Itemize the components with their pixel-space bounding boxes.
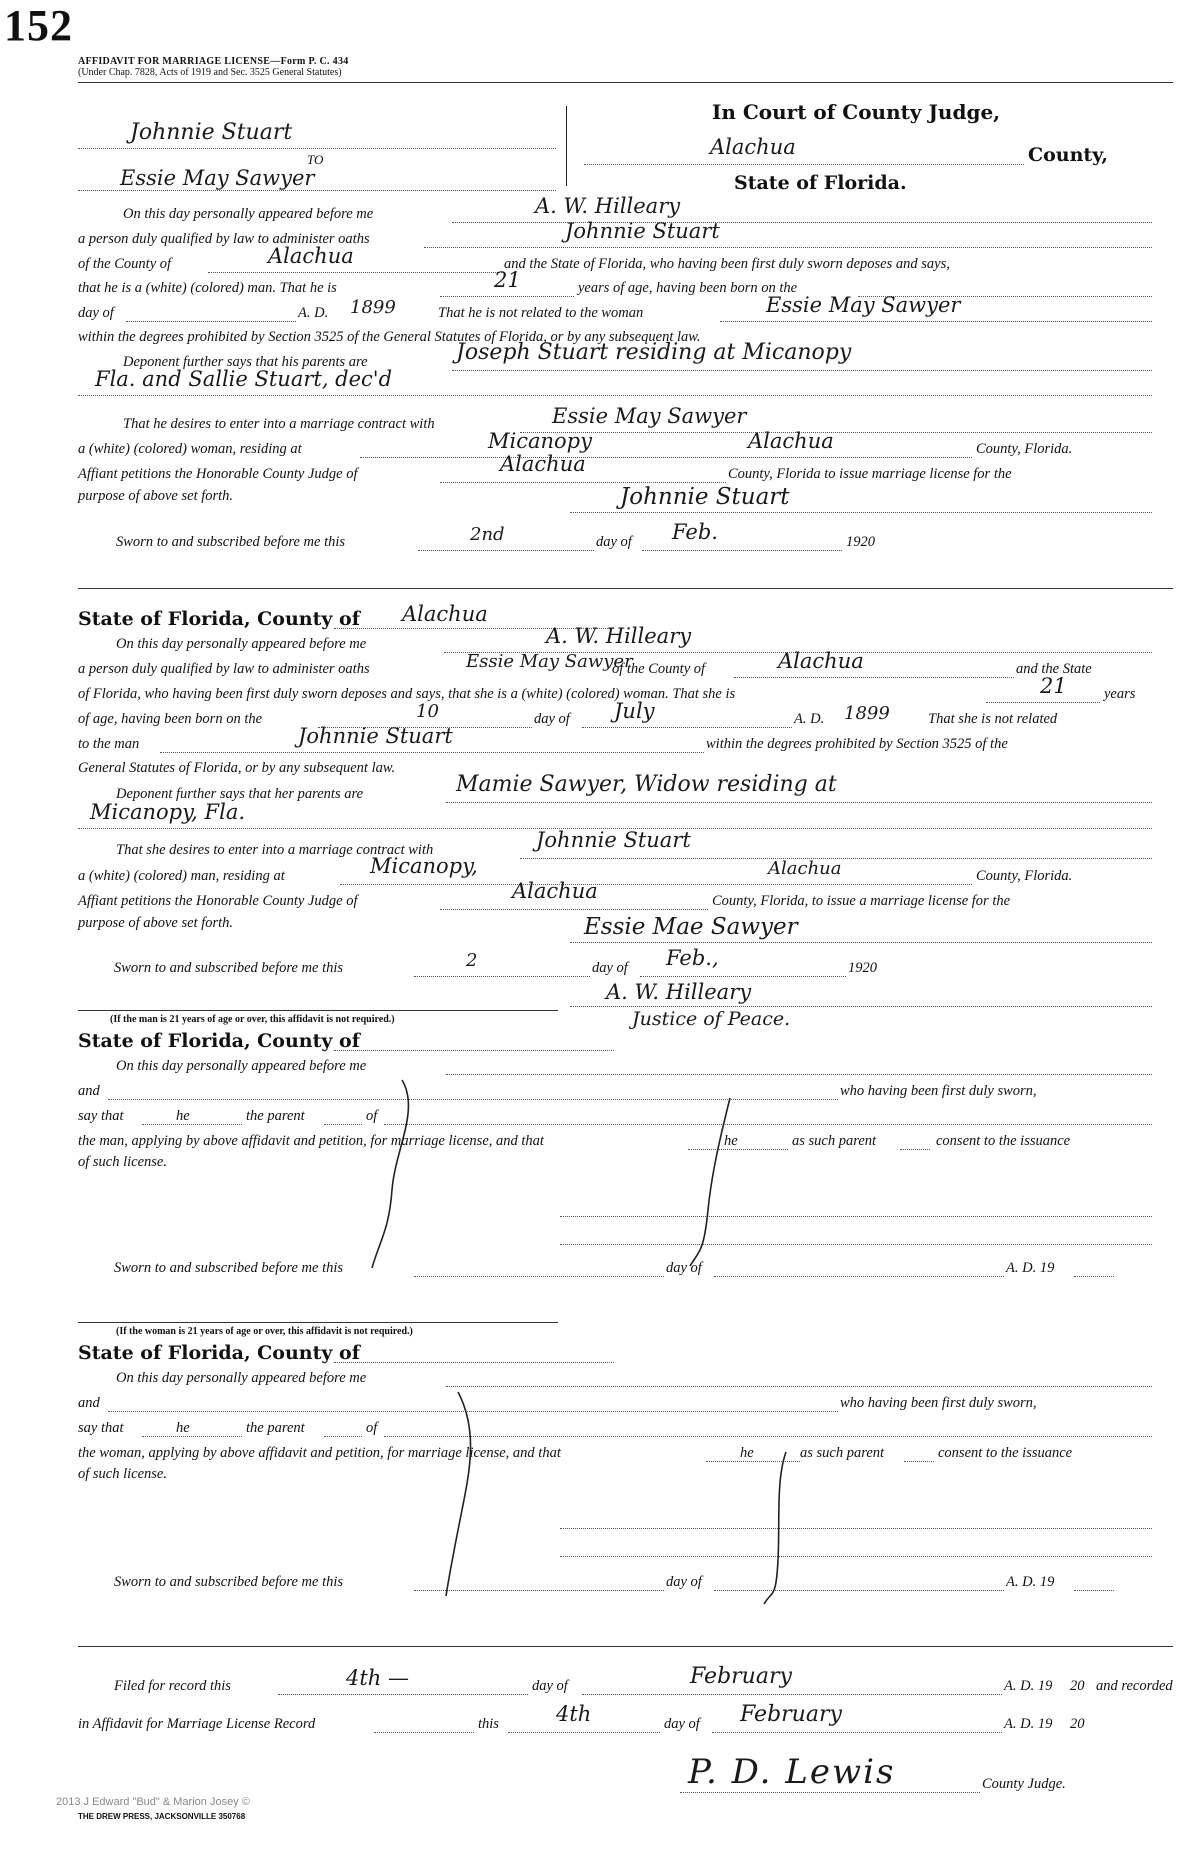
court-heading: In Court of County Judge, xyxy=(712,100,1001,124)
parent-man-l2b: who having been first duly sworn, xyxy=(840,1083,1037,1099)
parent-woman-l1: On this day personally appeared before me xyxy=(116,1370,367,1386)
woman-contract-with: Johnnie Stuart xyxy=(536,828,691,852)
woman-l10b: County, Florida, to issue a marriage license for the xyxy=(712,893,1011,909)
man-l10a: Affiant petitions the Honorable County Judge of xyxy=(78,466,358,482)
man-judge-county: Alachua xyxy=(500,452,586,476)
header-county-name: Alachua xyxy=(710,135,796,159)
judge-signature: P. D. Lewis xyxy=(688,1752,896,1792)
parent-woman-l5: of such license. xyxy=(78,1466,167,1482)
woman-res-county: Alachua xyxy=(768,858,842,879)
man-signature: Johnnie Stuart xyxy=(620,484,790,510)
parent-man-day-of: day of xyxy=(666,1260,702,1276)
woman-l5b: within the degrees prohibited by Section 3525 of the xyxy=(706,736,1008,752)
parent-man-l3b: the parent xyxy=(246,1108,305,1124)
man-county: Alachua xyxy=(268,244,354,268)
man-contract-with: Essie May Sawyer xyxy=(552,404,747,428)
parent-woman-l2b: who having been first duly sworn, xyxy=(840,1395,1037,1411)
parent-man-l4a: the man, applying by above affidavit and petition, for marriage license, and that xyxy=(78,1133,544,1149)
form-subtitle: (Under Chap. 7828, Acts of 1919 and Sec. 3525 General Statutes) xyxy=(78,67,342,78)
man-l5a: day of xyxy=(78,305,114,321)
filing-l1d: and recorded xyxy=(1096,1678,1173,1694)
man-l5c: That he is not related to the woman xyxy=(438,305,644,321)
filing-year: 20 xyxy=(1070,1678,1085,1694)
woman-signature: Essie Mae Sawyer xyxy=(584,914,798,940)
woman-l4d: That she is not related xyxy=(928,711,1058,727)
parent-man-l5: of such license. xyxy=(78,1154,167,1170)
parent-man-sworn: Sworn to and subscribed before me this xyxy=(114,1260,344,1276)
parent-woman-l4a: the woman, applying by above affidavit and petition, for marriage license, and that xyxy=(78,1445,561,1461)
woman-l2: a person duly qualified by law to administer oaths xyxy=(78,661,370,677)
parent-man-l3c: of xyxy=(366,1108,378,1124)
copyright-text: 2013 J Edward "Bud" & Marion Josey © xyxy=(56,1796,250,1808)
filing-l2d: A. D. 19 xyxy=(1004,1716,1053,1732)
man-residing: Micanopy xyxy=(488,429,592,453)
woman-l4c: A. D. xyxy=(794,711,825,727)
man-l4a: that he is a (white) (colored) man. That he is xyxy=(78,280,337,296)
woman-county: Alachua xyxy=(402,602,488,626)
woman-birth-year: 1899 xyxy=(844,703,890,724)
woman-l9a: a (white) (colored) man, residing at xyxy=(78,868,285,884)
parent-woman-day-of: day of xyxy=(666,1574,702,1590)
man-parents-2: Fla. and Sallie Stuart, dec'd xyxy=(95,367,393,391)
woman-man: Johnnie Stuart xyxy=(298,724,453,748)
man-l4b: years of age, having been born on the xyxy=(578,280,798,296)
header-county-label: County, xyxy=(1028,144,1109,166)
woman-judge-county: Alachua xyxy=(512,879,598,903)
filing-l2b: this xyxy=(478,1716,499,1732)
header-to: TO xyxy=(307,152,324,167)
man-l6: within the degrees prohibited by Section 3525 of the General Statutes of Florida, or by any subsequent law. xyxy=(78,329,701,345)
parent-man-l1: On this day personally appeared before me xyxy=(116,1058,367,1074)
man-woman: Essie May Sawyer xyxy=(766,293,961,317)
man-res-county: Alachua xyxy=(748,429,834,453)
man-day-of: day of xyxy=(596,534,632,550)
parent-woman-note: (If the woman is 21 years of age or over, this affidavit is not required.) xyxy=(116,1326,413,1337)
woman-l2b: of the County of xyxy=(612,661,706,677)
strike-curve-3 xyxy=(446,1392,471,1596)
filing-l2a: in Affidavit for Marriage License Record xyxy=(78,1716,316,1732)
filing-rec-month: February xyxy=(740,1702,842,1727)
man-l8: That he desires to enter into a marriage contract with xyxy=(123,416,435,432)
press-imprint: THE DREW PRESS, JACKSONVILLE 350768 xyxy=(78,1812,246,1821)
man-sworn-day: 2nd xyxy=(470,524,505,545)
filing-month: February xyxy=(690,1664,792,1689)
woman-birth-month: July xyxy=(614,699,655,723)
woman-l2c: and the State xyxy=(1016,661,1092,677)
woman-birth-day: 10 xyxy=(416,701,439,722)
parent-woman-l3b: the parent xyxy=(246,1420,305,1436)
woman-sworn: Sworn to and subscribed before me this xyxy=(114,960,344,976)
strike-curve-4 xyxy=(764,1452,786,1604)
woman-official: A. W. Hilleary xyxy=(546,624,692,648)
parent-man-l3a: say that xyxy=(78,1108,124,1124)
parent-man-ad: A. D. 19 xyxy=(1006,1260,1055,1276)
parent-woman-heading: State of Florida, County of xyxy=(78,1342,360,1364)
parent-woman-sworn: Sworn to and subscribed before me this xyxy=(114,1574,344,1590)
man-age: 21 xyxy=(494,268,521,292)
strike-curve-2 xyxy=(690,1098,730,1266)
parent-man-l4c: as such parent xyxy=(792,1133,877,1149)
man-l10b: County, Florida to issue marriage license for the xyxy=(728,466,1012,482)
woman-l4b: day of xyxy=(534,711,570,727)
parent-man-l2a: and xyxy=(78,1083,100,1099)
parent-woman-ad: A. D. 19 xyxy=(1006,1574,1055,1590)
woman-l10a: Affiant petitions the Honorable County Judge of xyxy=(78,893,358,909)
woman-l5a: to the man xyxy=(78,736,140,752)
filing-rec-year: 20 xyxy=(1070,1716,1085,1732)
judge-title: County Judge. xyxy=(982,1776,1066,1792)
man-l11: purpose of above set forth. xyxy=(78,488,234,504)
man-l3a: of the County of xyxy=(78,256,172,272)
parent-woman-l4b: he xyxy=(740,1445,754,1461)
woman-residing: Micanopy, xyxy=(370,854,478,878)
woman-sworn-month: Feb., xyxy=(666,946,719,970)
parent-man-note: (If the man is 21 years of age or over, this affidavit is not required.) xyxy=(110,1014,395,1025)
man-sworn: Sworn to and subscribed before me this xyxy=(116,534,346,550)
woman-l7: Deponent further says that her parents are xyxy=(116,786,364,802)
woman-sworn-day: 2 xyxy=(466,950,478,971)
header-groom: Johnnie Stuart xyxy=(130,120,293,145)
woman-l6: General Statutes of Florida, or by any subsequent law. xyxy=(78,760,396,776)
parent-man-l4b: he xyxy=(724,1133,738,1149)
woman-l4a: of age, having been born on the xyxy=(78,711,263,727)
woman-year: 1920 xyxy=(848,960,877,976)
woman-l9b: County, Florida. xyxy=(976,868,1073,884)
strike-curve-1 xyxy=(372,1080,408,1268)
man-l7: Deponent further says that his parents are xyxy=(123,354,368,370)
woman-affiant: Essie May Sawyer xyxy=(466,651,633,672)
man-official: A. W. Hilleary xyxy=(535,194,681,218)
parent-man-heading: State of Florida, County of xyxy=(78,1030,360,1052)
header-bride: Essie May Sawyer xyxy=(120,166,315,190)
man-sworn-month: Feb. xyxy=(672,520,718,544)
man-year: 1920 xyxy=(846,534,875,550)
filing-l1a: Filed for record this xyxy=(114,1678,231,1694)
woman-l3b: years xyxy=(1104,686,1136,702)
parent-woman-he: he xyxy=(176,1420,190,1436)
woman-day-of: day of xyxy=(592,960,628,976)
man-l3b: and the State of Florida, who having been first duly sworn deposes and says, xyxy=(504,256,950,272)
woman-l11: purpose of above set forth. xyxy=(78,915,234,931)
man-l9a: a (white) (colored) woman, residing at xyxy=(78,441,302,457)
header-state: State of Florida. xyxy=(734,172,907,194)
woman-official-title: Justice of Peace. xyxy=(632,1008,791,1030)
man-birth-year: 1899 xyxy=(350,297,396,318)
woman-l8: That she desires to enter into a marriage contract with xyxy=(116,842,434,858)
parent-man-l4d: consent to the issuance xyxy=(936,1133,1071,1149)
woman-heading: State of Florida, County of xyxy=(78,608,360,630)
man-l5b: A. D. xyxy=(298,305,329,321)
woman-l3a: of Florida, who having been first duly sworn deposes and says, that she is a (white) (colored) woman. That she is xyxy=(78,686,736,702)
woman-parents-2: Micanopy, Fla. xyxy=(90,800,246,824)
page-number: 152 xyxy=(4,1,73,50)
form-title: AFFIDAVIT FOR MARRIAGE LICENSE—Form P. C. 434 xyxy=(78,56,349,67)
parent-woman-l3c: of xyxy=(366,1420,378,1436)
woman-county2: Alachua xyxy=(778,649,864,673)
filing-l1b: day of xyxy=(532,1678,568,1694)
woman-age: 21 xyxy=(1040,674,1067,698)
parent-woman-l4d: consent to the issuance xyxy=(938,1445,1073,1461)
filing-l1c: A. D. 19 xyxy=(1004,1678,1053,1694)
filing-l2c: day of xyxy=(664,1716,700,1732)
man-l1: On this day personally appeared before me xyxy=(123,206,374,222)
parent-woman-l3a: say that xyxy=(78,1420,124,1436)
parent-man-he: he xyxy=(176,1108,190,1124)
woman-official-sig: A. W. Hilleary xyxy=(606,980,752,1004)
filing-rec-day: 4th xyxy=(556,1702,592,1726)
woman-parents-1: Mamie Sawyer, Widow residing at xyxy=(456,772,837,797)
man-l9b: County, Florida. xyxy=(976,441,1073,457)
man-parents-1: Joseph Stuart residing at Micanopy xyxy=(456,340,852,365)
parent-woman-l2a: and xyxy=(78,1395,100,1411)
man-l2: a person duly qualified by law to administer oaths xyxy=(78,231,370,247)
parent-woman-l4c: as such parent xyxy=(800,1445,885,1461)
woman-l1: On this day personally appeared before me xyxy=(116,636,367,652)
filing-day: 4th — xyxy=(346,1666,409,1690)
man-affiant: Johnnie Stuart xyxy=(565,219,720,243)
